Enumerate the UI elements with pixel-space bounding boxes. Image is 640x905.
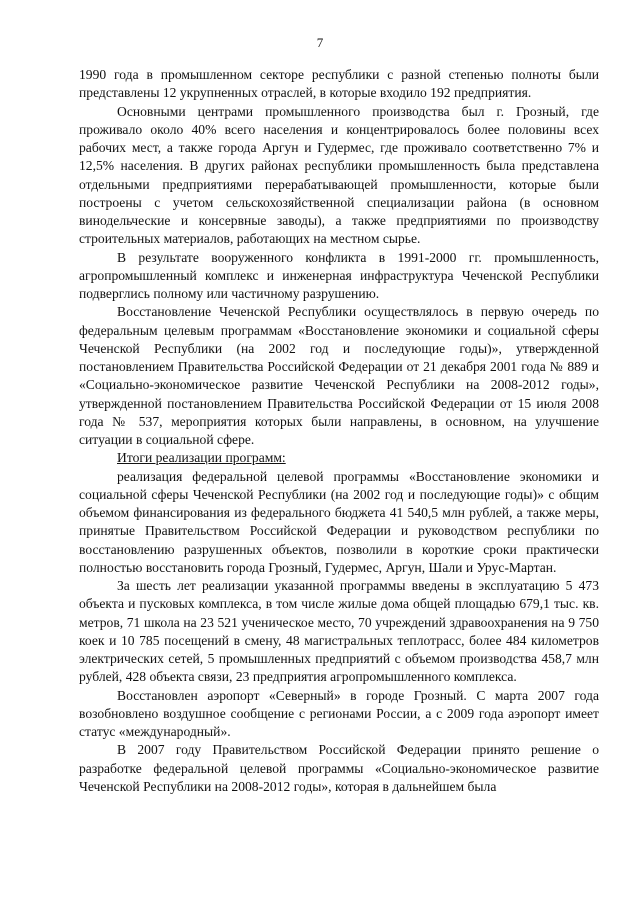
paragraph-industrial-centers: Основными центрами промышленного производства был г. Грозный, где проживало около 40% всего населения и концентрировалось более половины всех рабочих мест, а также города Аргун и Гудермес, где проживало соответственно 7% и 12,5% населения. В других районах республики промышленность была представлена отдельными предприятиями перерабатывающей промышленности, которые были построены с учетом сельскохозяйственной специализации района (в основном винодельческие и консервные заводы), а также предприятиями по производству строительных материалов, работающих на местном сырье. (79, 103, 599, 247)
section-heading-program-results (79, 449, 599, 467)
paragraph-armed-conflict: В результате вооруженного конфликта в 1991-2000 гг. промышленность, агропромышленный комплекс и инженерная инфраструктура Чеченской Республики подверглись полному или частичному разрушению. (79, 249, 599, 301)
paragraph-severny-airport: Восстановлен аэропорт «Северный» в городе Грозный. С марта 2007 года возобновлено воздушное сообщение с регионами России, а с 2009 года аэропорт имеет статус «международный». (79, 687, 599, 739)
page-number: 7 (316, 35, 324, 50)
paragraph-2007-decision: В 2007 году Правительством Российской Федерации принято решение о разработке федеральной целевой программы «Социально-экономическое развитие Чеченской Республики на 2008-2012 годы», которая в дальнейшем была (79, 742, 599, 794)
paragraph-industry-sectors: 1990 года в промышленном секторе республики с разной степенью полноты были представлены 12 укрупненных отраслей, в которые входило 192 предприятия. (79, 67, 599, 101)
paragraph-program-implementation: реализация федеральной целевой программы «Восстановление экономики и социальной сферы Чеченской Республики (на 2002 год и последующие годы)» с общим объемом финансирования из федерального бюджета 41 540,5 млн рублей, а также меры, принятые Правительством Российской Федерации и руководством республики по восстановлению разрушенных объектов, позволили в короткие сроки практически полностью восстановить города Грозный, Гудермес, Аргун, Шали и Урус-Мартан. (79, 468, 599, 575)
paragraph-six-years-results: За шесть лет реализации указанной программы введены в эксплуатацию 5 473 объекта и пусковых комплекса, в том числе жилые дома общей площадью 679,1 тыс. кв. метров, 71 школа на 23 521 ученическое место, 70 учреждений здравоохранения на 9 750 коек и 10 785 посещений в смену, 48 магистральных теплотрасс, более 484 километров электрических сетей, 5 промышленных предприятий с объемом производства 458,7 млн рублей, 428 объекта связи, 23 предприятия агропромышленного комплекса. (79, 578, 599, 685)
paragraph-federal-programs: Восстановление Чеченской Республики осуществлялось в первую очередь по федеральным целевым программам «Восстановление экономики и социальной сферы Чеченской Республики (на 2002 год и последующие годы)», утвержденной постановлением Правительства Российской Федерации от 21 декабря 2001 года № 889 и «Социально-экономическое развитие Чеченской Республики на 2008-2012 годы», утвержденной постановлением Правительства Российской Федерации от 15 июля 2008 года № 537, мероприятия которых были направлены, в основном, на улучшение ситуации в социальной сфере. (79, 304, 599, 447)
heading-text: Итоги реализации программ: (117, 450, 286, 466)
document-body (79, 66, 599, 796)
